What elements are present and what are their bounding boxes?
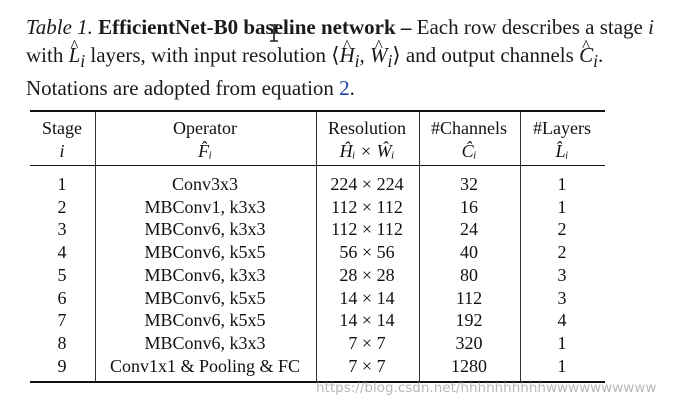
- table-cell-operator: MBConv1, k3x3: [144, 196, 266, 217]
- math-var-W: ^ W: [370, 42, 388, 70]
- caption-text: layers, with input resolution ⟨: [85, 42, 340, 67]
- math-sub-i: i: [80, 50, 86, 71]
- table-cell-operator: MBConv6, k5x5: [144, 310, 266, 331]
- table-cell-layers: 1: [557, 355, 567, 376]
- table-cell-layers: 4: [557, 310, 567, 331]
- table-cell-stage: 8: [57, 332, 67, 353]
- table-header-operator: Operator: [173, 118, 237, 138]
- table-cell-layers: 1: [557, 332, 567, 353]
- math-var-L: ^ L: [69, 42, 81, 70]
- table-cell-resolution: 224 × 224: [330, 174, 404, 194]
- table-header-channels: #Channels: [431, 118, 507, 138]
- table-cell-resolution: 56 × 56: [339, 242, 395, 263]
- table-caption: [26, 14, 666, 103]
- table-cell-stage: 9: [57, 355, 67, 376]
- table-cell-operator: Conv3x3: [171, 174, 238, 194]
- table-cell-channels: 1280: [451, 355, 487, 376]
- table-cell-operator: MBConv6, k3x3: [144, 332, 266, 353]
- table-cell-layers: 2: [557, 219, 567, 240]
- watermark: https://blog.csdn.net/hhhhhhhhhhwwwwwwwwww: [316, 380, 657, 396]
- caption-text: Each row describes a stage: [411, 15, 649, 39]
- table-cell-layers: 1: [557, 196, 567, 217]
- table-top-rule: [30, 110, 605, 112]
- table-cell-resolution: 28 × 28: [339, 264, 395, 285]
- table-cell-resolution: 112 × 112: [331, 219, 403, 240]
- table-cell-resolution: 7 × 7: [348, 355, 386, 376]
- table-cell-channels: 32: [460, 174, 478, 194]
- table-cell-resolution: 112 × 112: [331, 196, 403, 217]
- table-cell-layers: 3: [557, 264, 567, 285]
- math-var-i: i: [648, 15, 654, 39]
- table-cell-operator: MBConv6, k5x5: [144, 287, 266, 308]
- table-cell-stage: 4: [57, 242, 67, 263]
- table-header-rule: [30, 165, 605, 166]
- table-header-stage: Stage: [42, 118, 82, 138]
- table-cell-channels: 320: [455, 332, 483, 353]
- table-cell-channels: 16: [460, 196, 478, 217]
- math-var-H: ^ H: [339, 42, 354, 70]
- math-sub-i: i: [387, 50, 393, 71]
- table-cell-layers: 1: [557, 174, 567, 194]
- caption-text: . Notations are adopted from equation: [26, 42, 604, 101]
- table-cell-resolution: 14 × 14: [339, 287, 395, 308]
- table-header-layers: #Layers: [533, 118, 591, 138]
- table-header-resolution: Resolution: [327, 118, 406, 138]
- table-cell-operator: Conv1x1 & Pooling & FC: [109, 355, 301, 376]
- table-cell-channels: 192: [455, 310, 483, 331]
- math-var-C: ^ C: [579, 42, 593, 70]
- table-cell-channels: 24: [460, 219, 478, 240]
- equation-link[interactable]: 2: [339, 76, 350, 101]
- table-header-sub-resolution: Ĥᵢ × Ŵᵢ: [339, 141, 395, 161]
- table-header-sub-layers: L̂ᵢ: [555, 141, 569, 161]
- table-cell-channels: 112: [455, 287, 483, 308]
- caption-text: with: [26, 42, 69, 67]
- math-sub-i: i: [593, 50, 598, 71]
- math-sep: ,: [359, 42, 371, 67]
- math-sub-i: i: [354, 50, 360, 71]
- table-cell-stage: 3: [57, 219, 67, 240]
- table-cell-stage: 7: [57, 310, 67, 331]
- table-cell-stage: 5: [57, 264, 67, 285]
- table-cell-resolution: 7 × 7: [348, 332, 386, 353]
- table-header-sub-operator: F̂ᵢ: [198, 141, 212, 161]
- text-cursor-icon: [268, 24, 280, 42]
- table-cell-channels: 80: [460, 264, 478, 285]
- table-cell-channels: 40: [460, 242, 478, 263]
- table-cell-stage: 2: [57, 196, 67, 217]
- caption-text: .: [349, 76, 355, 101]
- table-label: Table 1.: [26, 15, 93, 39]
- table-cell-stage: 1: [57, 174, 67, 194]
- caption-text: ⟩ and output channels: [392, 42, 580, 67]
- table-name: EfficientNet-B0 baseline network –: [98, 15, 412, 39]
- table-cell-operator: MBConv6, k3x3: [144, 219, 266, 240]
- table-cell-resolution: 14 × 14: [339, 310, 395, 331]
- table-cell-layers: 2: [557, 242, 567, 263]
- table-header-sub-stage: i: [59, 141, 65, 161]
- table-cell-operator: MBConv6, k5x5: [144, 242, 266, 263]
- table-cell-operator: MBConv6, k3x3: [144, 264, 266, 285]
- table-cell-stage: 6: [57, 287, 67, 308]
- table-cell-layers: 3: [557, 287, 567, 308]
- table-header-sub-channels: Ĉᵢ: [461, 141, 477, 161]
